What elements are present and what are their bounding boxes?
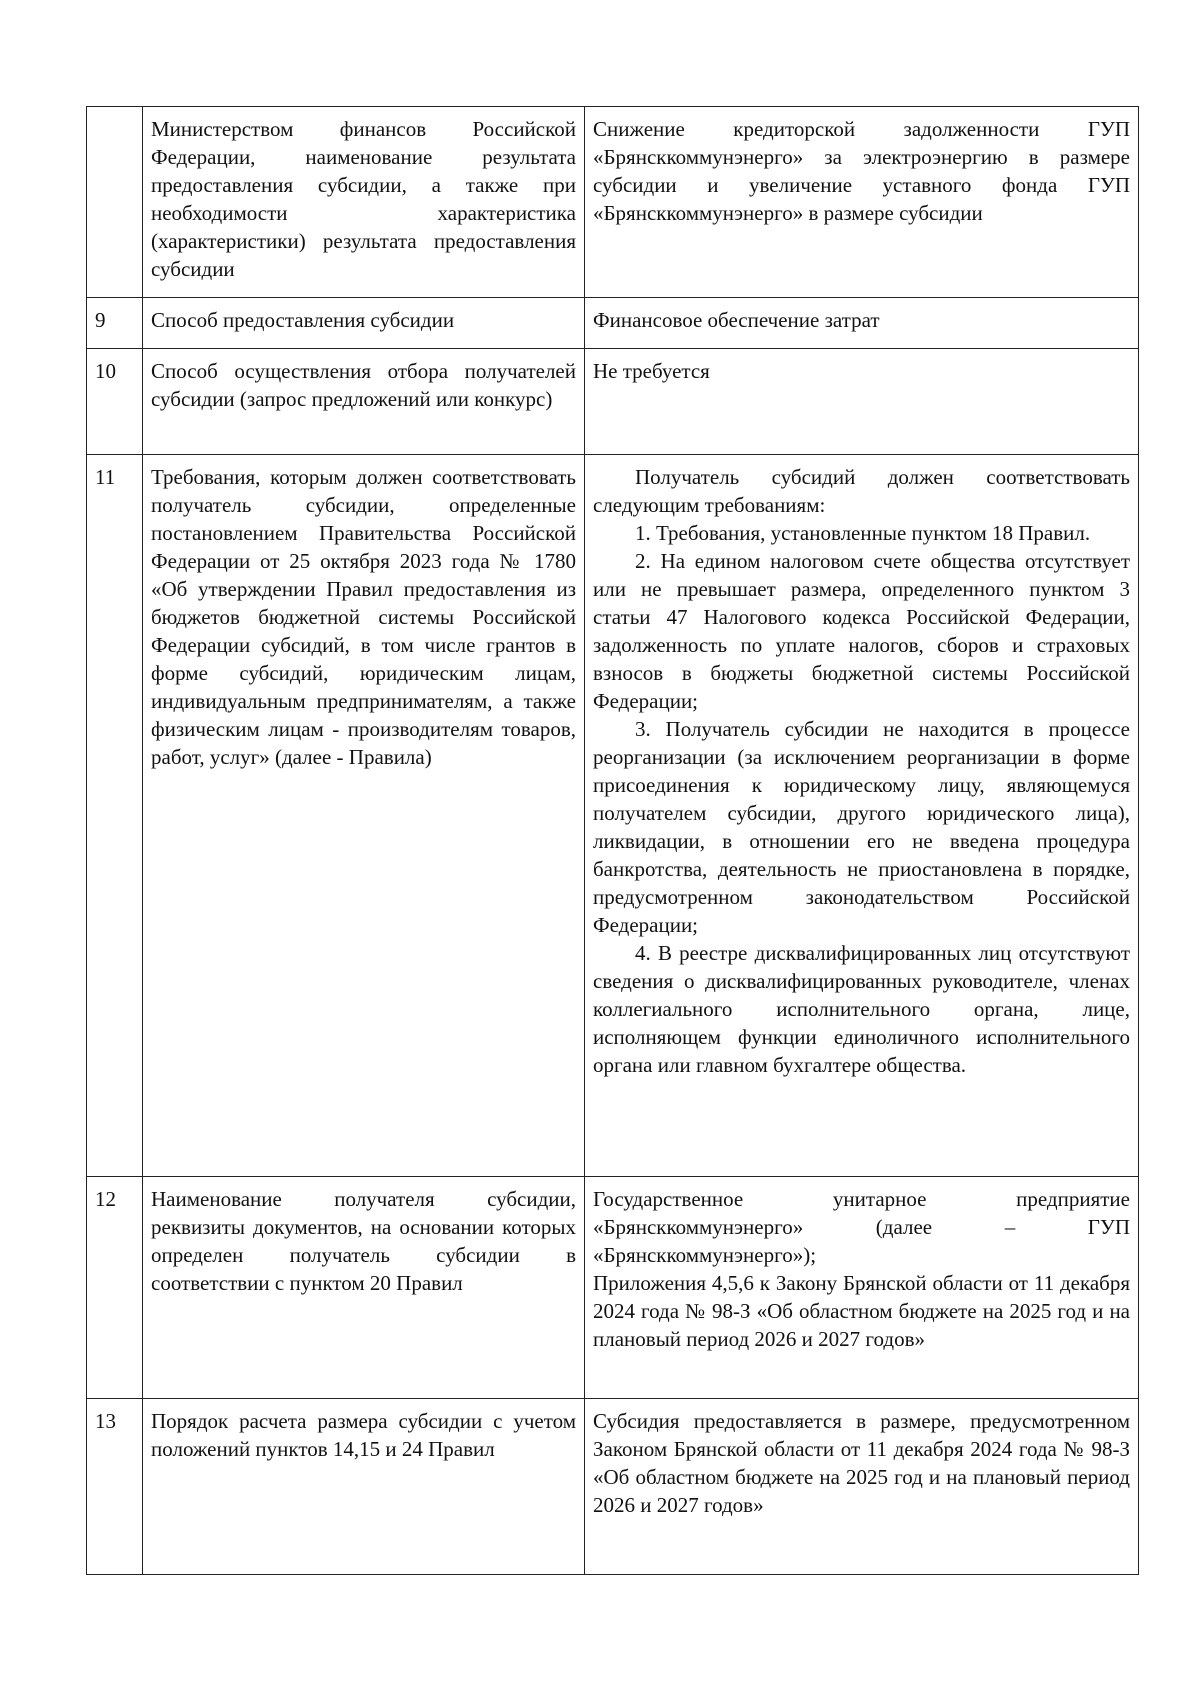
requirement-item: 3. Получатель субсидии не находится в процессе реорганизации (за исключением реорганизации в форме присоединения к юридическому лицу, являющемуся получателем субсидии, другого юридического лица), ликвидации, в отношении его не введена процедура банкротства, деятельность не приостановлена в порядке, предусмотренном законодательством Российской Федерации;: [593, 717, 1130, 937]
row-description: Требования, которым должен соответствовать получатель субсидии, определенные постановлением Правительства Российской Федерации от 25 октября 2023 года № 1780 «Об утверждении Правил предоставления из бюджетов бюджетной системы Российской Федерации субсидий, в том числе грантов в форме субсидий, юридическим лицам, индивидуальным предпринимателям, а также физическим лицам - производителям товаров, работ, услуг» (далее - Правила): [143, 455, 585, 1177]
recipient-name: Государственное унитарное предприятие «Брянсккоммунэнерго» (далее – ГУП «Брянсккоммунэнерго»);: [593, 1187, 1130, 1267]
row-description: Способ осуществления отбора получателей субсидии (запрос предложений или конкурс): [143, 349, 585, 455]
row-description: Способ предоставления субсидии: [143, 298, 585, 349]
row-value: Субсидия предоставляется в размере, предусмотренном Законом Брянской области от 11 декабря 2024 года № 98-З «Об областном бюджете на 2025 год и на плановый период 2026 и 2027 годов»: [585, 1399, 1139, 1575]
row-number: 10: [87, 349, 143, 455]
recipient-documents: Приложения 4,5,6 к Закону Брянской области от 11 декабря 2024 года № 98-З «Об областном бюджете на 2025 год и на плановый период 2026 и 2027 годов»: [593, 1271, 1130, 1351]
table-row: [87, 1177, 1139, 1399]
row-number: 11: [87, 455, 143, 1177]
row-value: [585, 1177, 1139, 1399]
table-row: [87, 107, 1139, 298]
row-number: [87, 107, 143, 298]
row-number: 9: [87, 298, 143, 349]
requirement-item: 1. Требования, установленные пунктом 18 Правил.: [635, 521, 1091, 545]
row-number: 13: [87, 1399, 143, 1575]
requirement-item: 4. В реестре дисквалифицированных лиц отсутствуют сведения о дисквалифицированных руководителе, членах коллегиального исполнительного органа, лице, исполняющем функции единоличного исполнительного органа или главном бухгалтере общества.: [593, 941, 1130, 1077]
requirements-intro: Получатель субсидий должен соответствовать следующим требованиям:: [593, 465, 1130, 517]
row-value: Не требуется: [585, 349, 1139, 455]
row-value: [585, 455, 1139, 1177]
table-row: [87, 455, 1139, 1177]
table-row: [87, 1399, 1139, 1575]
row-number: 12: [87, 1177, 143, 1399]
row-description: Министерством финансов Российской Федерации, наименование результата предоставления субсидии, а также при необходимости характеристика (характеристики) результата предоставления субсидии: [143, 107, 585, 298]
subsidy-table: [86, 106, 1139, 1575]
row-value: Снижение кредиторской задолженности ГУП «Брянсккоммунэнерго» за электроэнергию в размере субсидии и увеличение уставного фонда ГУП «Брянсккоммунэнерго» в размере субсидии: [585, 107, 1139, 298]
row-description: Наименование получателя субсидии, реквизиты документов, на основании которых определен получатель субсидии в соответствии с пунктом 20 Правил: [143, 1177, 585, 1399]
table-row: [87, 298, 1139, 349]
row-description: Порядок расчета размера субсидии с учетом положений пунктов 14,15 и 24 Правил: [143, 1399, 585, 1575]
row-value: Финансовое обеспечение затрат: [585, 298, 1139, 349]
table-row: [87, 349, 1139, 455]
requirement-item: 2. На едином налоговом счете общества отсутствует или не превышает размера, определенного пунктом 3 статьи 47 Налогового кодекса Российской Федерации, задолженность по уплате налогов, сборов и страховых взносов в бюджеты бюджетной системы Российской Федерации;: [593, 549, 1130, 713]
